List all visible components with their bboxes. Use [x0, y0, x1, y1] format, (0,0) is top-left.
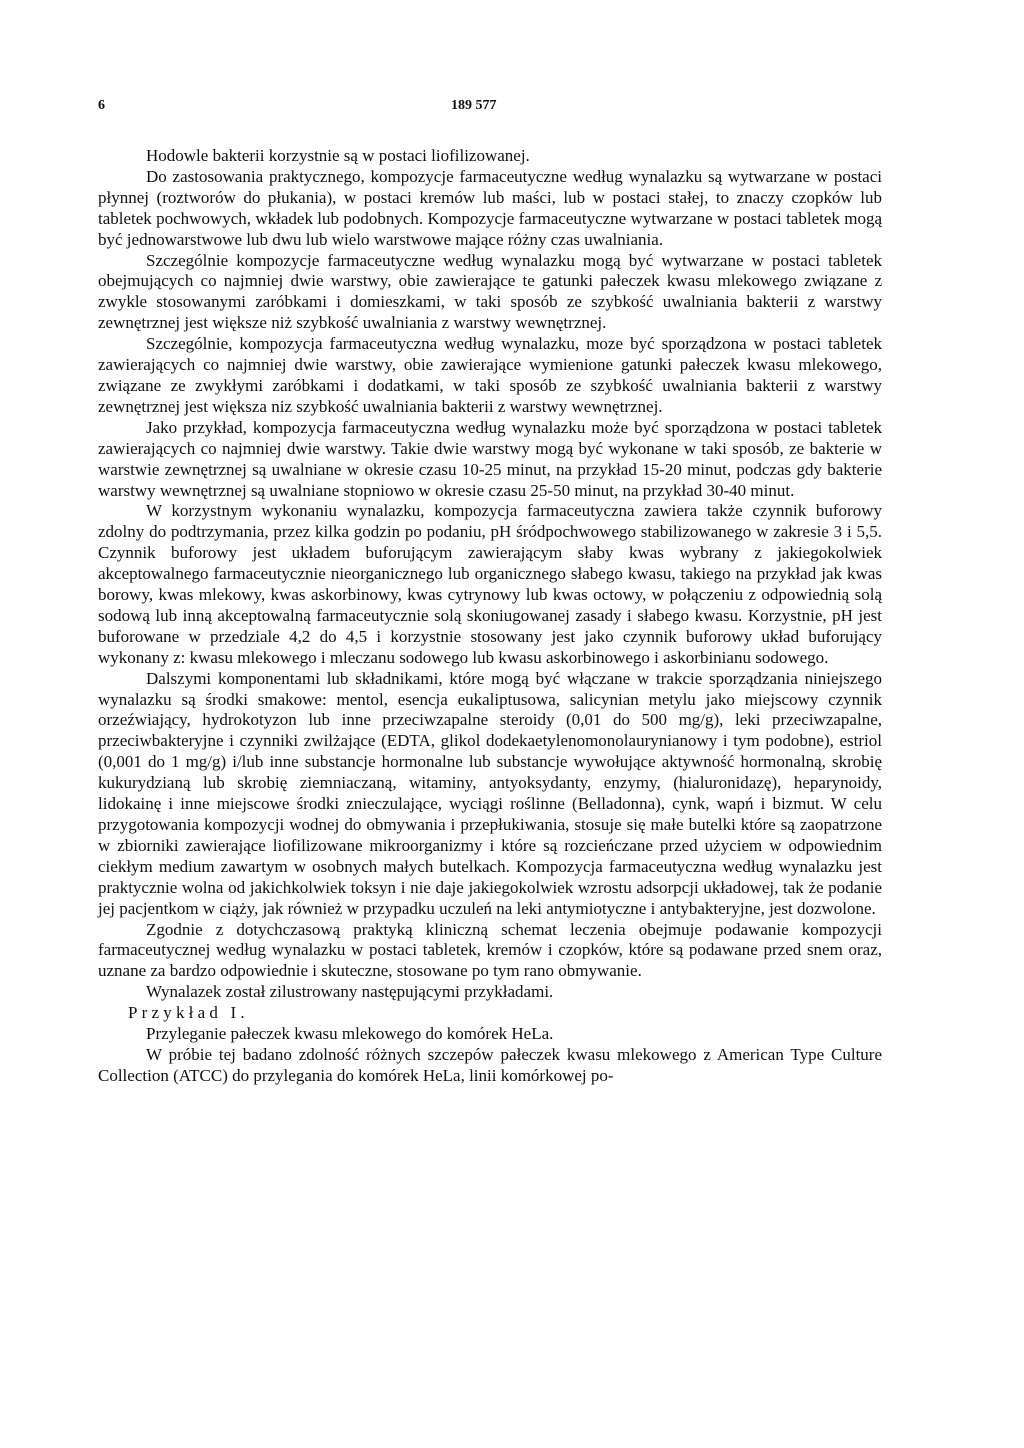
paragraph-examples-intro: Wynalazek został zilustrowany następującymi przykładami. [146, 982, 554, 1002]
patent-number: 189 577 [451, 98, 497, 113]
paragraph-clinical-practice: Zgodnie z dotychczasową praktyką kliniczną schemat leczenia obejmuje podawanie kompozycji farmaceutycznej według wynalazku w postaci tabletek, kremów i czopków, które są podawane przed snem oraz, uznane za bardzo odpowiednie i skuteczne, stosowane po tym rano obmywanie. [98, 919, 882, 981]
page-header [98, 98, 882, 120]
paragraph-release-times: Jako przykład, kompozycja farmaceutyczna według wynalazku może być sporządzona w postaci tabletek zawierających co najmniej dwie warstwy. Takie dwie warstwy mogą być wykonane w taki sposób, ze bakterie w warstwie zewnętrznej są uwalniane w okresie czasu 10-25 minut, na przykład 15-20 minut, podczas gdy bakterie warstwy wewnętrznej są uwalniane stopniowo w okresie czasu 25-50 minut, na przykład 30-40 minut. [98, 417, 882, 500]
paragraph-release-rate: Szczególnie, kompozycja farmaceutyczna według wynalazku, moze być sporządzona w postaci tabletek zawierających co najmniej dwie warstwy, obie zawierające wymienione gatunki pałeczek kwasu mlekowego, związane ze zwykłymi zaróbkami i dodatkami, w taki sposób ze szybkość uwalniania bakterii z warstwy zewnętrznej jest większa niz szybkość uwalniania bakterii z warstwy wewnętrznej. [98, 334, 882, 416]
paragraph-two-layer-tablets: Szczególnie kompozycje farmaceutyczne według wynalazku mogą być wytwarzane w postaci tabletek obejmujących co najmniej dwie warstwy, obie zawierające te gatunki pałeczek kwasu mlekowego związane z zwykle stosowanymi zaróbkami i domieszkami, w taki sposób ze szybkość uwalniania bakterii z warstwy zewnętrznej jest większe niż szybkość uwalniania z warstwy wewnętrznej. [98, 250, 882, 333]
paragraph-buffer: W korzystnym wykonaniu wynalazku, kompozycja farmaceutyczna zawiera także czynnik buforowy zdolny do podtrzymania, przez kilka godzin po podaniu, pH śródpochwowego stabilizowanego w zakresie 3 i 5,5. Czynnik buforowy jest układem buforującym zawierającym słaby kwas wybrany z jakiegokolwiek akceptowalnego farmaceutycznie nieorganicznego lub organicznego słabego kwasu, takiego na przykład jak kwas borowy, kwas mlekowy, kwas askorbinowy, kwas cytrynowy lub kwas octowy, w połączeniu z odpowiednią solą sodową lub inną akceptowalną farmaceutycznie solą skoniugowanej zasady i słabego kwasu. Korzystnie, pH jest buforowane w przedziale 4,2 do 4,5 i korzystnie stosowany jest jako czynnik buforowy układ buforujący wykonany z: kwasu mlekowego i mleczanu sodowego lub kwasu askorbinowego i askorbinianu sodowego. [98, 501, 882, 667]
paragraph-practical-use: Do zastosowania praktycznego, kompozycje farmaceutyczne według wynalazku są wytwarzane w postaci płynnej (roztworów do płukania), w postaci kremów lub maści, lub w postaci stałej, to znaczy czopków lub tabletek pochwowych, wkładek lub podobnych. Kompozycje farmaceutyczne wytwarzane w postaci tabletek mogą być jednowarstwowe lub dwu lub wielo warstwowe mające różny czas uwalniania. [98, 166, 882, 249]
example-title: Przyleganie pałeczek kwasu mlekowego do komórek HeLa. [146, 1024, 554, 1044]
example-paragraph: W próbie tej badano zdolność różnych szczepów pałeczek kwasu mlekowego z American Type Culture Collection (ATCC) do przylegania do komórek HeLa, linii komórkowej po- [98, 1044, 882, 1085]
body-text [98, 146, 882, 1087]
paragraph-components: Dalszymi komponentami lub składnikami, które mogą być włączane w trakcie sporządzania niniejszego wynalazku są środki smakowe: mentol, esencja eukaliptusowa, salicynian metylu jako miejscowy czynnik orzeźwiający, hydrokotyzon lub inne przeciwzapalne steroidy (0,01 do 500 mg/g), leki przeciwzapalne, przeciwbakteryjne i czynniki zwilżające (EDTA, glikol dodekaetylenomonolaurynianowy i tym podobne), estriol (0,001 do 1 mg/g) i/lub inne substancje hormonalne lub substancje wywołujące aktywność hormonalną, skrobię kukurydzianą lub skrobię ziemniaczaną, witaminy, antyoksydanty, enzymy, (hialuronidazę), heparynoidy, lidokainę i inne miejscowe środki znieczulające, wyciągi roślinne (Belladonna), cynk, wapń i bizmut. W celu przygotowania kompozycji wodnej do obmywania i przepłukiwania, stosuje się małe butelki które są zaopatrzone w zbiorniki zawierające liofilizowane mikroorganizmy i które są rozcieńczane przed użyciem w odpowiednim ciekłym medium zawartym w osobnych małych butelkach. Kompozycja farmaceutyczna według wynalazku jest praktycznie wolna od jakichkolwiek toksyn i nie daje jakiegokolwiek wzrostu adsorpcji układowej, tak że podanie jej pacjentkom w ciąży, jak również w przypadku uczuleń na leki antymiotyczne i antybakteryjne, jest dozwolone. [98, 668, 882, 918]
paragraph-freeze-dried: Hodowle bakterii korzystnie są w postaci liofilizowanej. [146, 146, 530, 165]
example-heading: Przykład I. [128, 1003, 249, 1023]
page-number: 6 [98, 98, 105, 113]
